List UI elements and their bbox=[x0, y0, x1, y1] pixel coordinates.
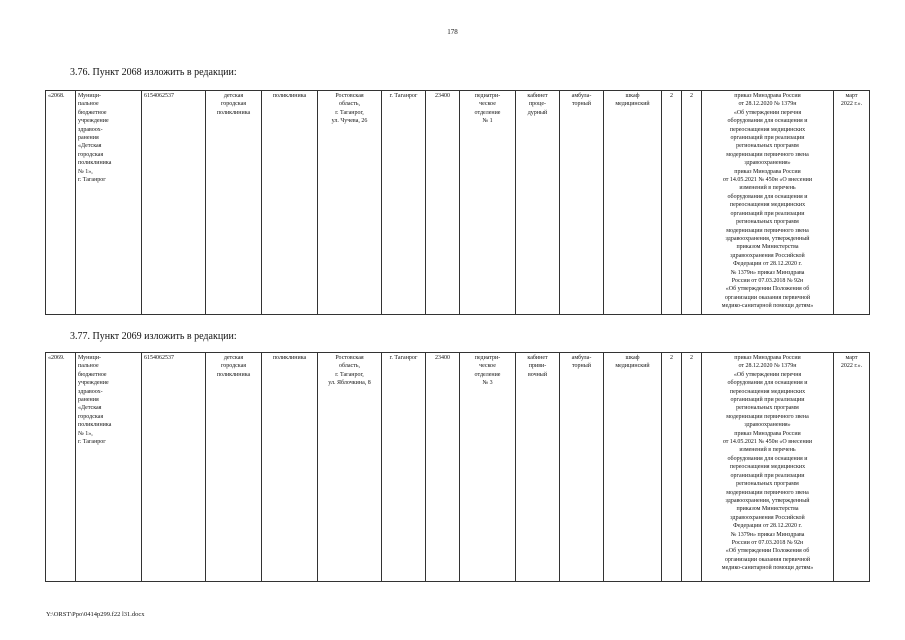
cell-code: 23400 bbox=[426, 353, 460, 582]
cell-equipment: шкаф медицинский bbox=[604, 91, 662, 315]
cell-subdivision: детская городская поликлиника bbox=[206, 91, 262, 315]
cell-department: педиатри- ческое отделение № 1 bbox=[460, 91, 516, 315]
cell-room: кабинет приви- вочный bbox=[516, 353, 560, 582]
cell-inn: 6154062537 bbox=[142, 91, 206, 315]
cell-room: кабинет проце- дурный bbox=[516, 91, 560, 315]
cell-address: Ростовская область, г. Таганрог, ул. Чучева, 26 bbox=[318, 91, 382, 315]
cell-organization: Муници- пальное бюджетное учреждение здравоох- ранения «Детская городская поликлиника № 1», г. Таганрог bbox=[76, 353, 142, 582]
cell-organization: Муници- пальное бюджетное учреждение здравоох- ранения «Детская городская поликлиника № 1», г. Таганрог bbox=[76, 91, 142, 315]
cell-basis: приказ Минздрава России от 28.12.2020 № 1379н «Об утверждении перечня оборудования для оснащения и переоснащения медицинских организаций при реализации региональных программ модернизации первичного звена здравоохранения» приказ Минздрава России от 14.05.2021 № 450н «О внесении изменений в перечень оборудования для оснащения и переоснащения медицинских организаций при реализации региональных программ модернизации первичного звена здравоохранения, утвержденный приказом Министерства здравоохранения Российской Федерации от 28.12.2020 г. № 1379н» приказ Минздрава России от 07.03.2018 № 92н «Об утверждении Положения об организации оказания первичной медико-санитарной помощи детям» bbox=[702, 91, 834, 315]
file-path-footer: Y:\ORST\Ppo\0414p299.f22 l31.docx bbox=[46, 611, 145, 618]
cell-department: педиатри- ческое отделение № 3 bbox=[460, 353, 516, 582]
cell-care: амбула- торный bbox=[560, 91, 604, 315]
cell-equipment: шкаф медицинский bbox=[604, 353, 662, 582]
cell-inn: 6154062537 bbox=[142, 353, 206, 582]
cell-num: «2069. bbox=[46, 353, 76, 582]
cell-city: г. Таганрог bbox=[382, 353, 426, 582]
cell-num: «2068. bbox=[46, 91, 76, 315]
cell-care: амбула- торный bbox=[560, 353, 604, 582]
table-row bbox=[46, 353, 870, 582]
cell-code: 23400 bbox=[426, 91, 460, 315]
cell-type: поликлиника bbox=[262, 91, 318, 315]
cell-type: поликлиника bbox=[262, 353, 318, 582]
cell-qty1: 2 bbox=[662, 353, 682, 582]
section-heading-2068: 3.76. Пункт 2068 изложить в редакции: bbox=[70, 67, 237, 78]
cell-qty1: 2 bbox=[662, 91, 682, 315]
record-table-2068 bbox=[45, 90, 870, 315]
cell-qty2: 2 bbox=[682, 91, 702, 315]
cell-term: март 2022 г.». bbox=[834, 91, 870, 315]
cell-city: г. Таганрог bbox=[382, 91, 426, 315]
cell-basis: приказ Минздрава России от 28.12.2020 № 1379н «Об утверждении перечня оборудования для оснащения и переоснащения медицинских организаций при реализации региональных программ модернизации первичного звена здравоохранения» приказ Минздрава России от 14.05.2021 № 450н «О внесении изменений в перечень оборудования для оснащения и переоснащения медицинских организаций при реализации региональных программ модернизации первичного звена здравоохранения, утвержденный приказом Министерства здравоохранения Российской Федерации от 28.12.2020 г. № 1379н» приказ Минздрава России от 07.03.2018 № 92н «Об утверждении Положения об организации оказания первичной медико-санитарной помощи детям» bbox=[702, 353, 834, 582]
section-heading-2069: 3.77. Пункт 2069 изложить в редакции: bbox=[70, 331, 237, 342]
page-number: 178 bbox=[447, 28, 458, 36]
cell-address: Ростовская область, г. Таганрог, ул. Яблочкина, 8 bbox=[318, 353, 382, 582]
cell-qty2: 2 bbox=[682, 353, 702, 582]
cell-term: март 2022 г.». bbox=[834, 353, 870, 582]
table-row bbox=[46, 91, 870, 315]
record-table-2069 bbox=[45, 352, 870, 582]
cell-subdivision: детская городская поликлиника bbox=[206, 353, 262, 582]
